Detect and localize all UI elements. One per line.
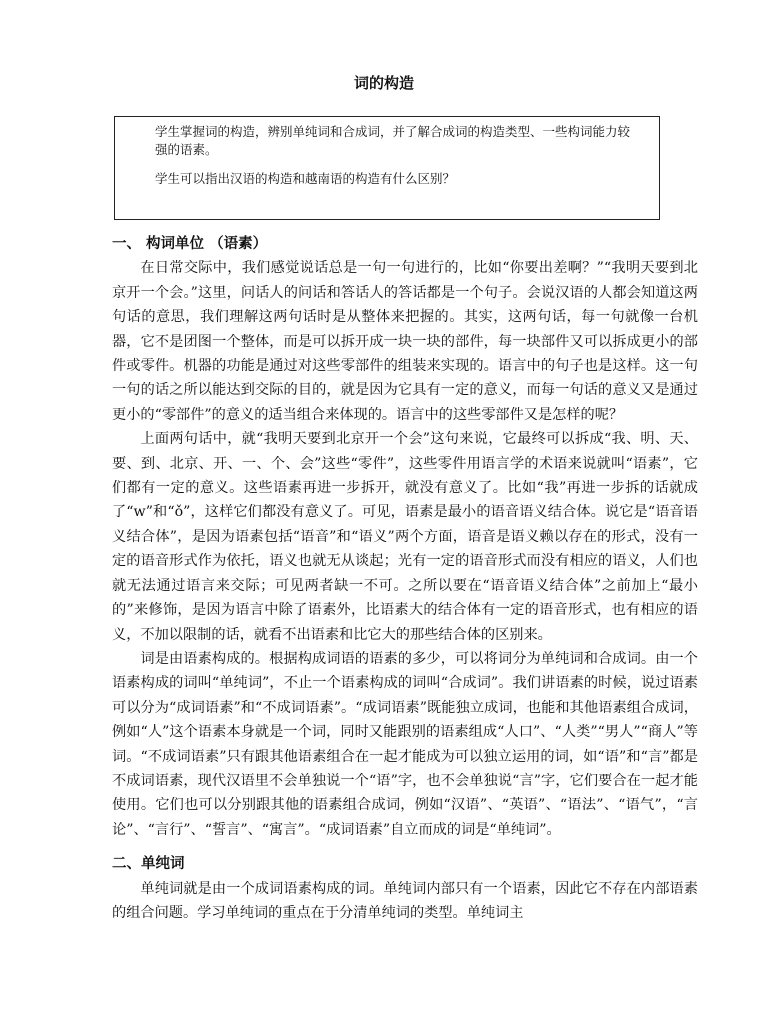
objective-1: 学生掌握词的构造，辨别单纯词和合成词，并了解合成词的构造类型、一些构词能力较强的语素。 — [155, 124, 631, 157]
objective-2: 学生可以指出汉语的构造和越南语的构造有什么区别？ — [155, 171, 456, 186]
paragraph-2: 上面两句话中，就“我明天要到北京开一个会”这句来说，它最终可以拆成“我、明、天、要、到、北京、开、一、个、会”这些“零件”，这些零件用语言学的术语来说就叫“语素”，它们都有一定的意义。这些语素再进一步拆开，就没有意义了。比如“我”再进一步拆的话就成了“w”和“ǒ”，这样它们都没有意义了。可见，语素是最小的语音语义结合体。说它是“语音语义结合体”，是因为语素包括“语音”和“语义”两个方面，语音是语义赖以存在的形式，没有一定的语音形式作为依托，语义也就无从谈起；光有一定的语音形式而没有相应的语义，人们也就无法通过语言来交际；可见两者缺一不可。之所以要在“语音语义结合体”之前加上“最小的”来修饰，是因为语言中除了语素外，比语素大的结合体有一定的语音形式，也有相应的语义，不加以限制的话，就看不出语素和比它大的那些结合体的区别来。 — [112, 431, 698, 643]
paragraph-3: 词是由语素构成的。根据构成词语的语素的多少，可以将词分为单纯词和合成词。由一个语素构成的词叫“单纯词”，不止一个语素构成的词叫“合成词”。我们讲语素的时候，说过语素可以分为“成词语素”和“不成词语素”。“成词语素”既能独立成词，也能和其他语素组合成词，例如“人”这个语素本身就是一个词，同时又能跟别的语素组成“人口”、“人类”“男人”“商人”等词。“不成词语素”只有跟其他语素组合在一起才能成为可以独立运用的词，如“语”和“言”都是不成词语素，现代汉语里不会单独说一个“语”字，也不会单独说“言”字，它们要合在一起才能使用。它们也可以分别跟其他的语素组合成词，例如“汉语”、“英语”、“语法”、“语气”，“言论”、“言行”、“誓言”、“寓言”。“成词语素”自立而成的词是“单纯词”。 — [112, 650, 698, 838]
paragraph-1: 在日常交际中，我们感觉说话总是一句一句进行的，比如“你要出差啊？”“我明天要到北京开一个会。”这里，问话人的问话和答话人的答话都是一个句子。会说汉语的人都会知道这两句话的意思，我们理解这两句话时是从整体来把握的。其实，这两句话，每一句就像一台机器，它不是团图一个整体，而是可以拆开成一块一块的部件，每一块部件又可以拆成更小的部件或零件。机器的功能是通过对这些零部件的组装来实现的。语言中的句子也是这样。这一句一句的话之所以能达到交际的目的，就是因为它具有一定的意义，而每一句话的意义又是通过更小的“零部件”的意义的适当组合来体现的。语言中的这些零部件又是怎样的呢？ — [112, 260, 698, 423]
objectives-box — [114, 116, 660, 220]
section-heading-1: 一、 构词单位 （语素） — [112, 235, 268, 252]
document-body — [112, 232, 698, 925]
page-title: 词的构造 — [353, 74, 414, 92]
section-heading-2: 二、单纯词 — [112, 855, 185, 873]
paragraph-4: 单纯词就是由一个成词语素构成的词。单纯词内部只有一个语素，因此它不存在内部语素的组合问题。学习单纯词的重点在于分清单纯词的类型。单纯词主 — [112, 880, 698, 921]
